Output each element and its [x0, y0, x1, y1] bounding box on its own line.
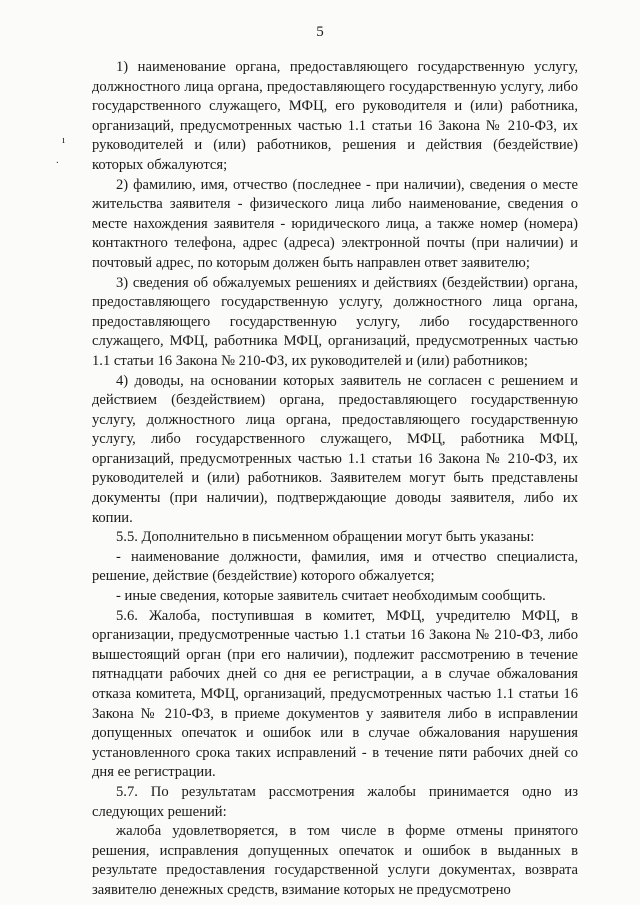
- paragraph-item-3: 3) сведения об обжалуемых решениях и действиях (бездействии) органа, предоставляющего государственную услугу, должностного лица органа, предоставляющего государственную услугу, либо государственного служащего, МФЦ, работника МФЦ, организаций, предусмотренных частью 1.1 статьи 16 Закона № 210-ФЗ, их руководителей и (или) работников;: [92, 274, 578, 369]
- margin-mark: .: [56, 154, 59, 166]
- paragraph-5-5-item-2: - иные сведения, которые заявитель считает необходимым сообщить.: [116, 588, 546, 605]
- paragraph-5-6: 5.6. Жалоба, поступившая в комитет, МФЦ, учредителю МФЦ, в организации, предусмотренные частью 1.1 статьи 16 Закона № 210-ФЗ, либо вышестоящий орган (при его наличии), подлежит рассмотрению в течение пятнадцати рабочих дней со дня ее регистрации, а в случае обжалования отказа комитета, МФЦ, организаций, предусмотренных частью 1.1 статьи 16 Закона № 210-ФЗ, в приеме документов у заявителя либо в исправлении допущенных опечаток и ошибок или в случае обжалования нарушения установленного срока таких исправлений - в течение пяти рабочих дней со дня ее регистрации.: [92, 607, 578, 781]
- document-body: [92, 58, 578, 901]
- paragraph-5-5-item-1: - наименование должности, фамилия, имя и отчество специалиста, решение, действие (бездействие) которого обжалуется;: [92, 548, 578, 585]
- paragraph-item-2: 2) фамилию, имя, отчество (последнее - при наличии), сведения о месте жительства заявителя - физического лица либо наименование, сведения о месте нахождения заявителя - юридического лица, а также номер (номера) контактного телефона, адрес (адреса) электронной почты (при наличии) и почтовый адрес, по которым должен быть направлен ответ заявителю;: [92, 176, 578, 271]
- paragraph-5-7-item-1: жалоба удовлетворяется, в том числе в форме отмены принятого решения, исправления допущенных опечаток и ошибок в выданных в результате предоставления государственной услуги документах, возврата заявителю денежных средств, взимание которых не предусмотрено: [92, 823, 578, 898]
- margin-mark: ı: [62, 134, 66, 146]
- paragraph-5-7: 5.7. По результатам рассмотрения жалобы принимается одно из следующих решений:: [92, 783, 578, 820]
- paragraph-item-1: 1) наименование органа, предоставляющего государственную услугу, должностного лица органа, предоставляющего государственную услугу, либо государственного служащего, МФЦ, его руководителя и (или) работника, организаций, предусмотренных частью 1.1 статьи 16 Закона № 210-ФЗ, их руководителей и (или) работников, решения и действия (бездействие) которых обжалуются;: [92, 59, 578, 173]
- paragraph-item-4: 4) доводы, на основании которых заявитель не согласен с решением и действием (бездействием) органа, предоставляющего государственную услугу, должностного лица органа, предоставляющего государственную услугу, либо государственного служащего, МФЦ, работника МФЦ, организаций, предусмотренных частью 1.1 статьи 16 Закона № 210-ФЗ, их руководителей и (или) работников. Заявителем могут быть представлены документы (при наличии), подтверждающие доводы заявителя, либо их копии.: [92, 372, 578, 526]
- page-number: 5: [316, 24, 324, 40]
- paragraph-5-5: 5.5. Дополнительно в письменном обращении могут быть указаны:: [116, 529, 535, 546]
